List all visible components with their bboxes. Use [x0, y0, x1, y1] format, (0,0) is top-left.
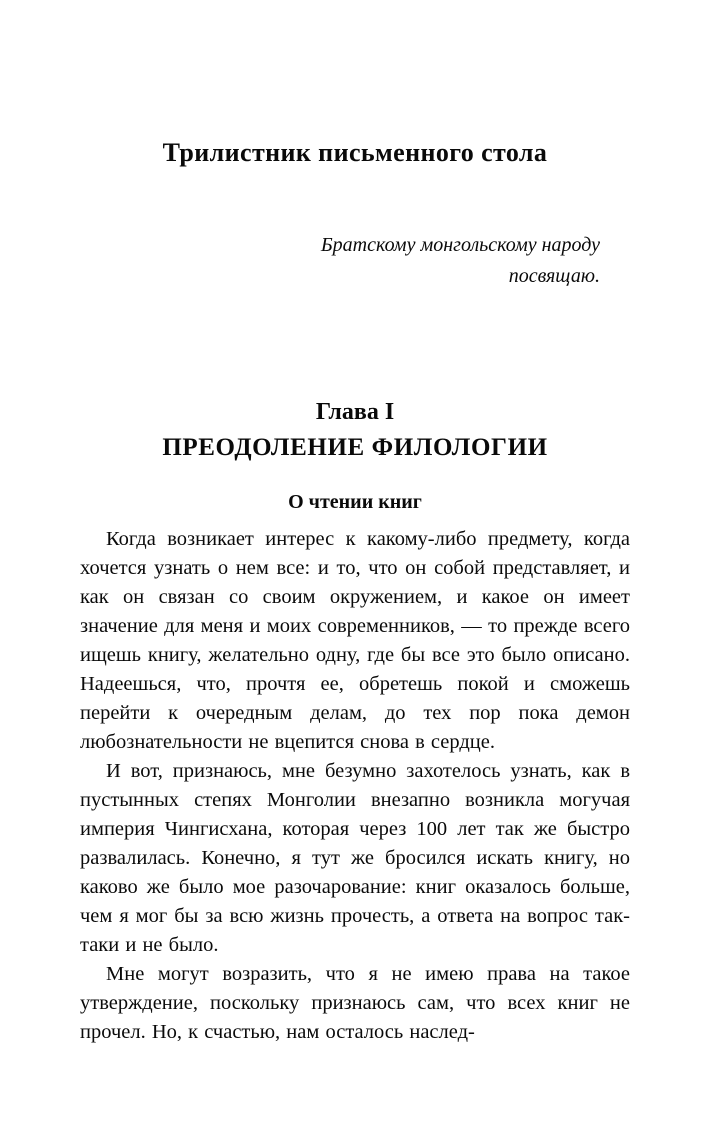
- paragraph: И вот, признаюсь, мне безумно захотелось узнать, как в пустынных степях Монголии внезапно возникла могучая империя Чингисхана, которая через 100 лет так же быстро развалилась. Конечно, я тут же бросился искать книгу, но каково же было мое разочарование: книг оказалось больше, чем я мог бы за всю жизнь прочесть, а ответа на вопрос так-таки и не было.: [80, 760, 630, 956]
- section-title: О чтении книг: [288, 491, 422, 513]
- book-title: Трилистник письменного стола: [162, 138, 548, 167]
- body-text: [80, 525, 630, 1047]
- paragraph: Мне могут возразить, что я не имею права на такое утверждение, поскольку признаюсь сам, что всех книг не прочел. Но, к счастью, нам осталось наслед-: [80, 963, 630, 1043]
- dedication: [80, 230, 630, 292]
- chapter-title: ПРЕОДОЛЕНИЕ ФИЛОЛОГИИ: [162, 434, 548, 461]
- chapter-heading: [80, 398, 630, 462]
- chapter-number: Глава I: [315, 399, 395, 425]
- paragraph: Когда возникает интерес к какому-либо предмету, когда хочется узнать о нем все: и то, что он собой представляет, и как он связан со своим окружением, и какое он имеет значение для меня и моих современников, — то прежде всего ищешь книгу, желательно одну, где бы все это было описано. Надеешься, что, прочтя ее, обретешь покой и сможешь перейти к очередным делам, до тех пор пока демон любознательности не вцепится снова в сердце.: [80, 528, 630, 753]
- dedication-line: Братскому монгольскому народу: [320, 234, 600, 256]
- dedication-line: посвящаю.: [508, 265, 600, 287]
